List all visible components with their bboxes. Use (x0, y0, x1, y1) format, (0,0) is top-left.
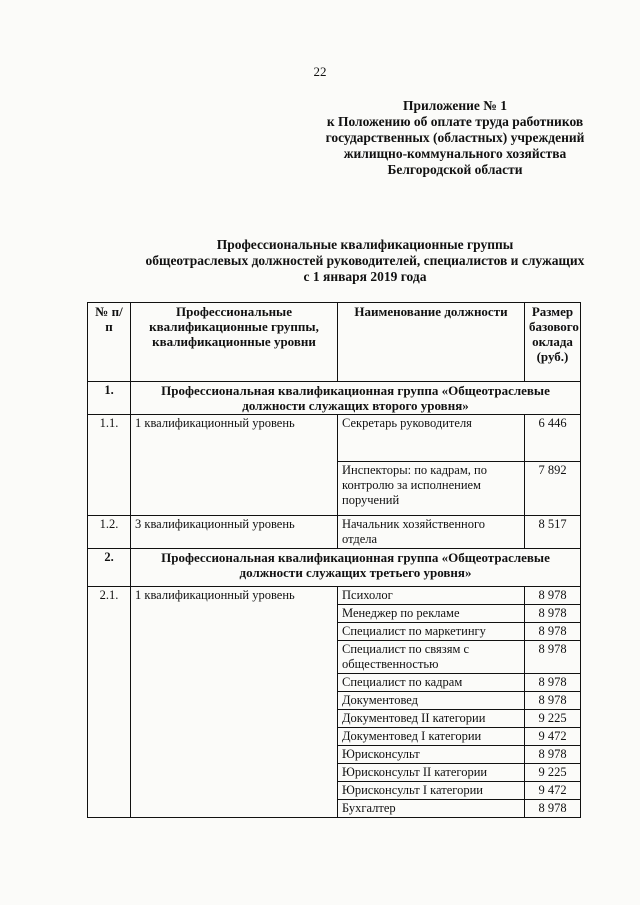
salary-value: 8 978 (525, 605, 581, 623)
row-number: 2.1. (88, 587, 131, 818)
section-number: 2. (88, 549, 131, 587)
salary-value: 8 517 (525, 516, 581, 549)
table-header-row (88, 303, 581, 382)
title-line: общеотраслевых должностей руководителей, специалистов и служащих (145, 253, 585, 268)
section-row (88, 382, 581, 415)
salary-value: 8 978 (525, 641, 581, 674)
appendix-line: государственных (областных) учреждений (325, 130, 585, 145)
header-group: Профессиональные квалификационные группы, квалификационные уровни (131, 303, 338, 382)
title-line: с 1 января 2019 года (303, 269, 427, 284)
salary-table (87, 302, 581, 818)
section-row (88, 549, 581, 587)
appendix-line: жилищно-коммунального хозяйства (343, 146, 567, 161)
table-row (88, 587, 581, 605)
salary-value: 7 892 (525, 462, 581, 516)
position-name: Юрисконсульт I категории (338, 782, 525, 800)
position-name: Юрисконсульт (338, 746, 525, 764)
qualification-level: 3 квалификационный уровень (131, 516, 338, 549)
row-number: 1.2. (88, 516, 131, 549)
salary-value: 8 978 (525, 692, 581, 710)
row-number: 1.1. (88, 415, 131, 516)
position-name: Менеджер по рекламе (338, 605, 525, 623)
header-num: № п/п (88, 303, 131, 382)
qualification-level: 1 квалификационный уровень (131, 587, 338, 818)
section-title: Профессиональная квалификационная группа «Общеотраслевые должности служащих второго уровня» (131, 382, 581, 415)
position-name: Бухгалтер (338, 800, 525, 818)
section-number: 1. (88, 382, 131, 415)
position-name: Документовед (338, 692, 525, 710)
header-position: Наименование должности (338, 303, 525, 382)
position-name: Инспекторы: по кадрам, по контролю за исполнением поручений (338, 462, 525, 516)
title-line: Профессиональные квалификационные группы (216, 237, 514, 252)
appendix-line: Приложение № 1 (403, 98, 507, 113)
appendix-line: к Положению об оплате труда работников (326, 114, 584, 129)
position-name: Юрисконсульт II категории (338, 764, 525, 782)
salary-value: 9 472 (525, 782, 581, 800)
position-name: Специалист по маркетингу (338, 623, 525, 641)
position-name: Психолог (338, 587, 525, 605)
position-name: Специалист по связям с общественностью (338, 641, 525, 674)
salary-value: 8 978 (525, 800, 581, 818)
position-name: Документовед II категории (338, 710, 525, 728)
salary-value: 6 446 (525, 415, 581, 462)
position-name: Секретарь руководителя (338, 415, 525, 462)
section-title: Профессиональная квалификационная группа «Общеотраслевые должности служащих третьего уровня» (131, 549, 581, 587)
position-name: Специалист по кадрам (338, 674, 525, 692)
salary-value: 8 978 (525, 587, 581, 605)
position-name: Начальник хозяйственного отдела (338, 516, 525, 549)
salary-value: 9 472 (525, 728, 581, 746)
appendix-header (290, 98, 620, 178)
salary-value: 9 225 (525, 764, 581, 782)
appendix-line: Белгородской области (387, 162, 523, 177)
salary-value: 9 225 (525, 710, 581, 728)
table-row (88, 516, 581, 549)
salary-value: 8 978 (525, 746, 581, 764)
salary-value: 8 978 (525, 674, 581, 692)
document-title (110, 237, 620, 285)
page-number: 22 (313, 64, 327, 79)
table-row (88, 415, 581, 462)
salary-value: 8 978 (525, 623, 581, 641)
qualification-level: 1 квалификационный уровень (131, 415, 338, 516)
position-name: Документовед I категории (338, 728, 525, 746)
header-salary: Размер базового оклада (руб.) (525, 303, 581, 382)
